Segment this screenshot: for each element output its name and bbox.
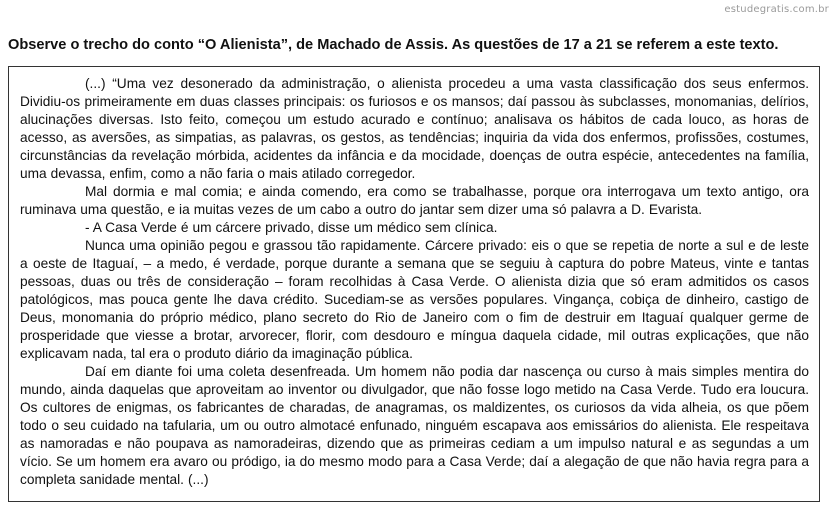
site-watermark: estudegratis.com.br [724, 4, 829, 15]
text-passage-box [8, 66, 820, 502]
passage-paragraph-5: Daí em diante foi uma coleta desenfreada. Um homem não podia dar nascença ou curso à mais simples mentira do mundo, ainda daquelas que aproveitam ao inventor ou divulgador, que não fosse logo metido na Casa Verde. Tudo era loucura. Os cultores de enigmas, os fabricantes de charadas, de anagramas, os maldizentes, os curiosos da vida alheia, os que põem todo o seu cuidado na tafularia, um ou outro almotacé enfunado, ninguém escapava aos emissários do alienista. Ele respeitava as namoradas e não poupava as namoradeiras, dizendo que as primeiras cediam a um impulso natural e as segundas a um vício. Se um homem era avaro ou pródigo, ia do mesmo modo para a Casa Verde; daí a alegação de que não havia regra para a completa sanidade mental. (...) [20, 364, 809, 487]
question-instruction-heading: Observe o trecho do conto “O Alienista”, de Machado de Assis. As questões de 17 a 21 se referem a este texto. [8, 37, 779, 53]
passage-paragraph-1: (...) “Uma vez desonerado da administração, o alienista procedeu a uma vasta classificação dos seus enfermos. Dividiu-os primeiramente em duas classes principais: os furiosos e os mansos; daí passou às subclasses, monomanias, delírios, alucinações diversas. Isto feito, começou um estudo acurado e contínuo; analisava os hábitos de cada louco, as horas de acesso, as aversões, as simpatias, as palavras, os gestos, as tendências; inquiria da vida dos enfermos, profissões, costumes, circunstâncias da revelação mórbida, acidentes da infância e da mocidade, doenças de outra espécie, antecedentes na família, uma devassa, enfim, como a não faria o mais atilado corregedor. [20, 76, 809, 181]
passage-paragraph-4: Nunca uma opinião pegou e grassou tão rapidamente. Cárcere privado: eis o que se repetia de norte a sul e de leste a oeste de Itaguaí, – a medo, é verdade, porque durante a semana que se seguiu à captura do pobre Mateus, vinte e tantas pessoas, duas ou três de consideração – foram recolhidas à Casa Verde. O alienista dizia que só eram admitidos os casos patológicos, mas pouca gente lhe dava crédito. Sucediam-se as versões populares. Vingança, cobiça de dinheiro, castigo de Deus, monomania do próprio médico, plano secreto do Rio de Janeiro com o fim de destruir em Itaguaí qualquer germe de prosperidade que viesse a brotar, arvorecer, florir, com desdouro e míngua daquela cidade, mil outras explicações, que não explicavam nada, tal era o produto diário da imaginação pública. [20, 238, 809, 361]
passage-paragraph-3: - A Casa Verde é um cárcere privado, disse um médico sem clínica. [85, 220, 498, 235]
passage-paragraph-2: Mal dormia e mal comia; e ainda comendo, era como se trabalhasse, porque ora interrogava um texto antigo, ora ruminava uma questão, e ia muitas vezes de um cabo a outro do jantar sem dizer uma só palavra a D. Evarista. [20, 184, 809, 217]
